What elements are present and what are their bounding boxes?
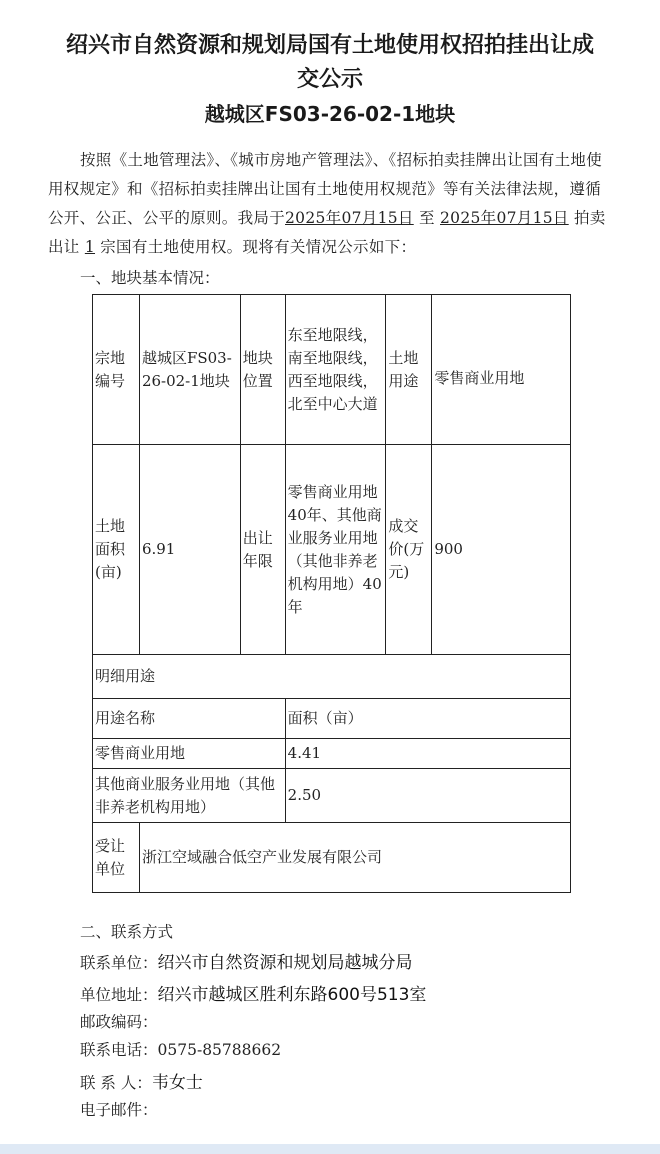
area-value: 6.91 [139, 445, 240, 655]
address-label: 单位地址： [80, 986, 158, 1004]
date-start: 2025年07月15日 [285, 209, 414, 227]
table-row [93, 823, 571, 893]
parcel-no-label: 宗地编号 [93, 295, 140, 445]
parcel-no-value: 越城区FS03-26-02-1地块 [139, 295, 240, 445]
price-value: 900 [432, 445, 571, 655]
use-value: 零售商业用地 [432, 295, 571, 445]
detail-name: 零售商业用地 [93, 739, 286, 769]
term-value: 零售商业用地40年、其他商业服务业用地（其他非养老机构用地）40年 [285, 445, 386, 655]
price-label: 成交价(万元) [386, 445, 432, 655]
location-label: 地块位置 [240, 295, 285, 445]
table-row [93, 445, 571, 655]
intro-text-d: 宗国有土地使用权。现将有关情况公示如下： [100, 238, 417, 256]
detail-col1-header: 用途名称 [93, 699, 286, 739]
date-end: 2025年07月15日 [440, 209, 569, 227]
email-row [80, 1098, 158, 1120]
postcode-label: 邮政编码： [80, 1013, 158, 1031]
contact-person-row [80, 1068, 203, 1093]
assignee-value: 浙江空域融合低空产业发展有限公司 [139, 823, 570, 893]
contact-person-label: 联 系 人： [80, 1074, 152, 1092]
email-label: 电子邮件： [80, 1101, 158, 1119]
phone-value: 0575-85788662 [157, 1041, 282, 1059]
location-value: 东至地限线，南至地限线，西至地限线，北至中心大道 [285, 295, 386, 445]
detail-heading: 明细用途 [93, 655, 571, 699]
contact-address-row [80, 980, 426, 1005]
detail-col2-header: 面积（亩） [285, 699, 570, 739]
section1-heading: 一、地块基本情况： [80, 269, 220, 287]
area-label: 土地面积(亩) [93, 445, 140, 655]
table-row [93, 769, 571, 823]
intro-text-a: 按照《土地管理法》、《城市房地产管理法》、《招标拍卖挂牌出让国有土地使用权规定》和《招标拍卖挂牌出让国有土地使用权规范》等有关法律法规，遵循公开、公正、公平的原则。我局于 [48, 151, 603, 227]
table-row [93, 699, 571, 739]
detail-area: 2.50 [285, 769, 570, 823]
phone-label: 联系电话： [80, 1041, 158, 1059]
table-row [93, 739, 571, 769]
address-value: 绍兴市越城区胜利东路600号513室 [157, 985, 427, 1005]
term-label: 出让年限 [240, 445, 285, 655]
detail-name: 其他商业服务业用地（其他非养老机构用地） [93, 769, 286, 823]
notice-title-line2: 交公示 [296, 67, 363, 92]
notice-title-line1: 绍兴市自然资源和规划局国有土地使用权招拍挂出让成 [65, 33, 594, 58]
section2-heading: 二、联系方式 [80, 923, 174, 941]
intro-text-b: 至 [418, 209, 435, 227]
parcel-count: 1 [84, 238, 96, 256]
detail-area: 4.41 [285, 739, 570, 769]
intro-paragraph [48, 146, 616, 262]
assignee-label: 受让单位 [93, 823, 140, 893]
postcode-row [80, 1010, 158, 1032]
parcel-subtitle: 越城区FS03-26-02-1地块 [204, 102, 456, 126]
table-row [93, 295, 571, 445]
land-info-table [92, 294, 571, 893]
intro-text-c: 拍卖出让 [48, 209, 606, 256]
unit-value: 绍兴市自然资源和规划局越城分局 [157, 953, 413, 973]
bottom-scroll-edge [0, 1144, 660, 1154]
contact-unit-row [80, 948, 413, 973]
use-label: 土地用途 [386, 295, 432, 445]
table-row [93, 655, 571, 699]
phone-row [80, 1038, 281, 1060]
contact-person-value: 韦女士 [151, 1073, 203, 1093]
unit-label: 联系单位： [80, 954, 158, 972]
